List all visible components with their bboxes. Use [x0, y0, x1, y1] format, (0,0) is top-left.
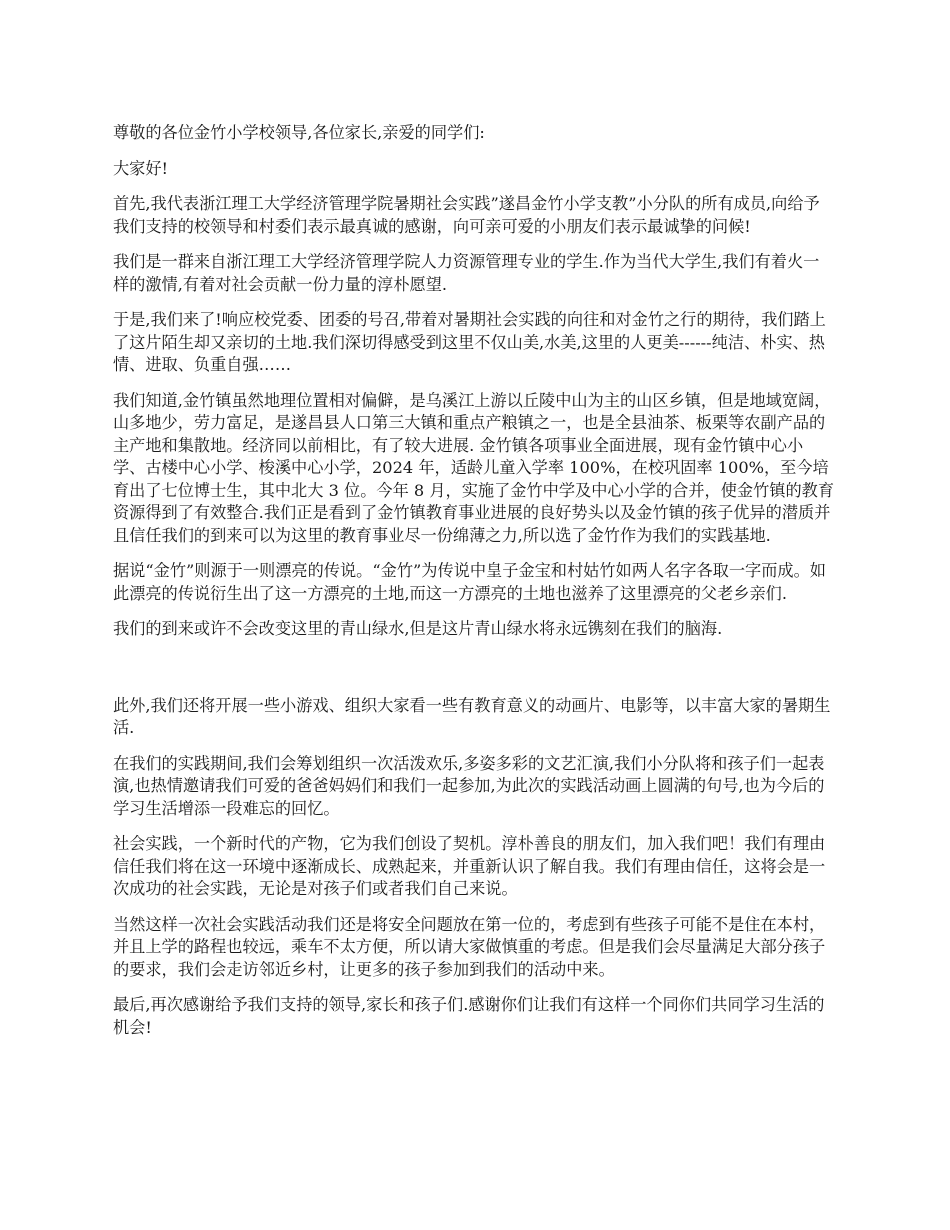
paragraph-closing: 最后,再次感谢给予我们支持的领导,家长和孩子们.感谢你们让我们有这样一个同你们共同学习生活的机会! — [113, 995, 825, 1037]
salutation: 尊敬的各位金竹小学校领导,各位家长,亲爱的同学们: — [113, 123, 485, 142]
paragraph-social-practice: 社会实践，一个新时代的产物，它为我们创设了契机。淳朴善良的朋友们，加入我们吧！我们有理由信任我们将在这一环境中逐渐成长、成熟起来，并重新认识了解自我。我们有理由信任，这将会是一次成功的社会实践，无论是对孩子们或者我们自己来说。 — [113, 834, 826, 898]
paragraph-who-we-are: 我们是一群来自浙江理工大学经济管理学院人力资源管理专业的学生.作为当代大学生,我们有着火一样的激情,有着对社会贡献一份力量的淳朴愿望. — [113, 252, 820, 294]
paragraph-activities: 此外,我们还将开展一些小游戏、组织大家看一些有教育意义的动画片、电影等，以丰富大家的暑期生活. — [113, 695, 831, 737]
letter-body — [113, 122, 835, 1052]
paragraph-about-jinzhu: 我们知道,金竹镇虽然地理位置相对偏僻，是乌溪江上游以丘陵中山为主的山区乡镇，但是地域宽阔，山多地少，劳力富足，是遂昌县人口第三大镇和重点产粮镇之一，也是全县油茶、板栗等农副产品的主产地和集散地。经济同以前相比，有了较大进展. 金竹镇各项事业全面进展，现有金竹镇中心小学、古楼中心小学、梭溪中心小学，2024 年，适龄儿童入学率 100%，在校巩固率 100%，至今培育出了七位博士生，其中北大 3 位。今年 8 月，实施了金竹中学及中心小学的合并，使金竹镇的教育资源得到了有效整合.我们正是看到了金竹镇教育事业进展的良好势头以及金竹镇的孩子优异的潜质并且信任我们的到来可以为这里的教育事业尽一份绵薄之力,所以选了金竹作为我们的实践基地. — [113, 390, 835, 545]
greeting-line: 大家好! — [113, 158, 169, 178]
paragraph-arrival: 于是,我们来了!响应校党委、团委的号召,带着对暑期社会实践的向往和对金竹之行的期待，我们踏上了这片陌生却又亲切的土地.我们深切得感受到这里不仅山美,水美,这里的人更美------纯洁、朴实、热情、进取、负重自强…… — [113, 310, 826, 374]
paragraph-safety: 当然这样一次社会实践活动我们还是将安全问题放在第一位的，考虑到有些孩子可能不是住在本村，并且上学的路程也较远，乘车不太方便，所以请大家做慎重的考虑。但是我们会尽量满足大部分孩子的要求，我们会走访邻近乡村，让更多的孩子参加到我们的活动中来。 — [113, 914, 826, 979]
paragraph-legend: 据说“金竹”则源于一则漂亮的传说。“金竹”为传说中皇子金宝和村姑竹如两人名字各取一字而成。如此漂亮的传说衍生出了这一方漂亮的土地,而这一方漂亮的土地也滋养了这里漂亮的父老乡亲们. — [113, 561, 826, 603]
paragraph-thanks: 首先,我代表浙江理工大学经济管理学院暑期社会实践”遂昌金竹小学支教”小分队的所有成员,向给予我们支持的校领导和村委们表示最真诚的感谢，向可亲可爱的小朋友们表示最诚挚的问候! — [113, 194, 820, 236]
paragraph-performance: 在我们的实践期间,我们会筹划组织一次活泼欢乐,多姿多彩的文艺汇演,我们小分队将和孩子们一起表演,也热情邀请我们可爱的爸爸妈妈们和我们一起参加,为此次的实践活动画上圆满的句号,也为今后的学习生活增添一段难忘的回忆。 — [113, 753, 825, 818]
paragraph-memory: 我们的到来或许不会改变这里的青山绿水,但是这片青山绿水将永远镌刻在我们的脑海. — [113, 619, 723, 638]
